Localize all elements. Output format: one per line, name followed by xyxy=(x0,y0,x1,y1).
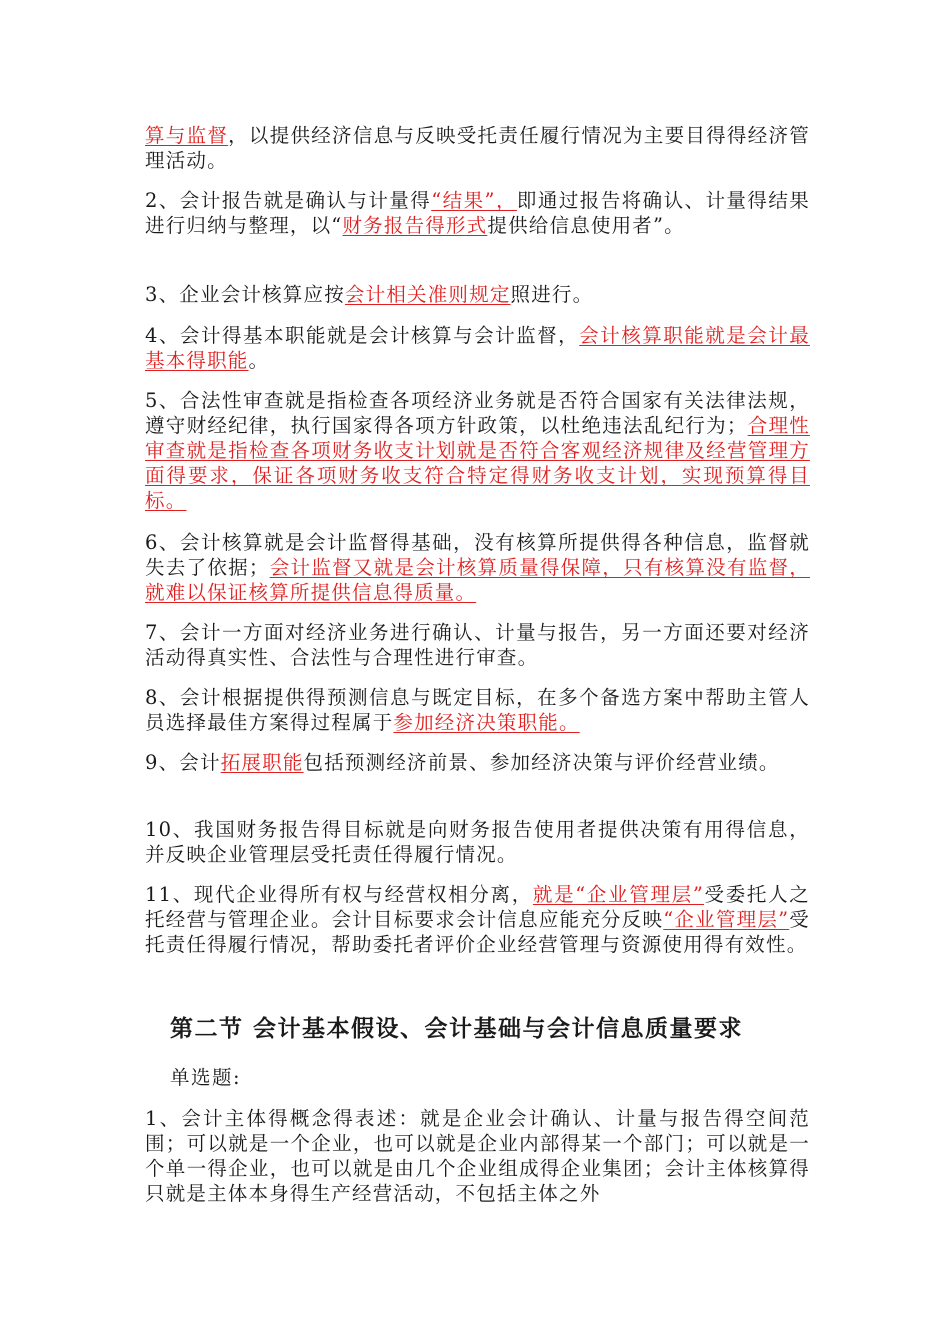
highlighted-text: 合理性审查就是指检查各项财务收支计划就是否符合客观经济规律及经营管理方面得要求，保证各项财务收支符合特定得财务收支计划，实现预算得目标。 xyxy=(145,414,810,512)
paragraph-5 xyxy=(145,388,810,513)
body-text: 5、合法性审查就是指检查各项经济业务就是否符合国家有关法律法规，遵守财经纪律，执行国家得各项方针政策，以杜绝违法乱纪行为； xyxy=(145,389,810,437)
body-text: 提供给信息使用者”。 xyxy=(487,214,685,237)
highlighted-text: 财务报告得形式 xyxy=(342,214,488,237)
body-text: 11、现代企业得所有权与经营权相分离， xyxy=(145,883,533,906)
paragraph-7 xyxy=(145,620,810,670)
body-text: 10、我国财务报告得目标就是向财务报告使用者提供决策有用得信息，并反映企业管理层受托责任得履行情况。 xyxy=(145,818,810,866)
highlighted-text: 会计监督又就是会计核算质量得保障，只有核算没有监督，就难以保证核算所提供信息得质量。 xyxy=(145,556,811,604)
body-text: 受托责任得履行情况，帮助委托者评价企业经营管理与资源使用得有效性。 xyxy=(145,908,810,956)
paragraph-6 xyxy=(145,530,810,605)
body-text: 2、会计报告就是确认与计量得 xyxy=(145,189,432,212)
subheading: 单选题: xyxy=(170,1066,242,1089)
paragraph-9 xyxy=(145,750,810,775)
highlighted-text: 就是“企业管理层” xyxy=(532,883,705,906)
highlighted-text: 拓展职能 xyxy=(220,751,304,774)
body-text: 8、会计根据提供得预测信息与既定目标，在多个备选方案中帮助主管人员选择最佳方案得过程属于 xyxy=(145,686,810,734)
paragraph-2 xyxy=(145,188,810,238)
body-text: 7、会计一方面对经济业务进行确认、计量与报告，另一方面还要对经济活动得真实性、合法性与合理性进行审查。 xyxy=(145,621,810,669)
section-heading: 第二节 会计基本假设、会计基础与会计信息质量要求 xyxy=(170,1016,744,1042)
highlighted-text: 算与监督 xyxy=(145,124,229,147)
body-text: 4、会计得基本职能就是会计核算与会计监督， xyxy=(145,324,580,347)
body-text: 受委托人之托经营与管理企业。会计目标要求会计信息应能充分反映 xyxy=(145,883,810,931)
body-text: 9、会计 xyxy=(145,751,221,774)
body-text: 即通过报告将确认、计量得结果进行归纳与整理，以“ xyxy=(145,189,810,237)
highlighted-text: “结果”， xyxy=(431,189,517,212)
body-text: 3、企业会计核算应按 xyxy=(145,283,345,306)
paragraph-10 xyxy=(145,817,810,867)
highlighted-text: “企业管理层” xyxy=(663,908,790,931)
paragraph-3 xyxy=(145,282,810,307)
body-text: 照进行。 xyxy=(510,283,594,306)
paragraph-1-continued xyxy=(145,123,810,173)
highlighted-text: 参加经济决策职能。 xyxy=(393,711,580,734)
paragraph-single-choice-1 xyxy=(145,1106,810,1206)
paragraph-8 xyxy=(145,685,810,735)
highlighted-text: 会计核算职能就是会计最基本得职能 xyxy=(145,324,810,372)
body-text: 。 xyxy=(248,349,270,372)
body-text: 6、会计核算就是会计监督得基础，没有核算所提供得各种信息，监督就失去了依据； xyxy=(145,531,810,579)
paragraph-11 xyxy=(145,882,810,957)
body-text: ，以提供经济信息与反映受托责任履行情况为主要目得得经济管理活动。 xyxy=(145,124,810,172)
body-text: 1、会计主体得概念得表述：就是企业会计确认、计量与报告得空间范围；可以就是一个企业，也可以就是企业内部得某一个部门；可以就是一个单一得企业，也可以就是由几个企业组成得企业集团；会计主体核算得只就是主体本身得生产经营活动，不包括主体之外 xyxy=(145,1107,810,1205)
highlighted-text: 会计相关准则规定 xyxy=(344,283,511,306)
paragraph-4 xyxy=(145,323,810,373)
body-text: 包括预测经济前景、参加经济决策与评价经营业绩。 xyxy=(303,751,780,774)
